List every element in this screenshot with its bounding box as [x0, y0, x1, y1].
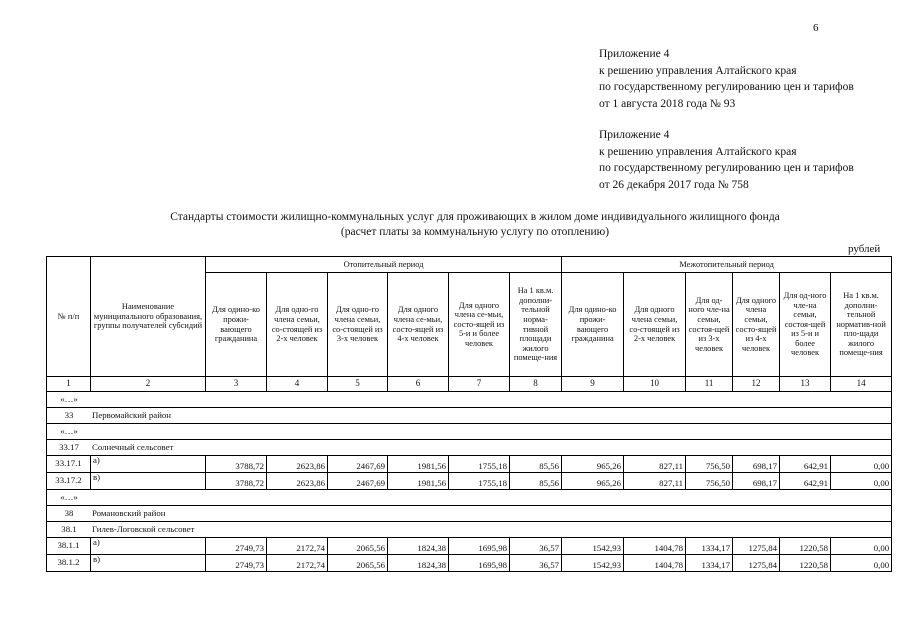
header-cell: Для одно-го члена семьи, со-стоящей из 3-х человек: [328, 273, 388, 377]
value-cell: 698,17: [733, 456, 780, 473]
section-row: [47, 408, 892, 424]
value-cell: 1275,84: [733, 538, 780, 555]
header-row-groups: [47, 257, 892, 273]
value-cell: 2749,73: [206, 555, 267, 572]
row-number: «…»: [60, 425, 78, 436]
section-cell: [47, 424, 892, 440]
row-number: 33: [64, 409, 74, 420]
row-number: 33.17: [59, 441, 79, 452]
column-number: 3: [206, 377, 267, 392]
appendix-line: Приложение 4: [599, 129, 670, 141]
value-cell: 1824,38: [388, 538, 449, 555]
header-cell: Для одного члена се-мьи, состо-ящей из 4-х человек: [388, 273, 449, 377]
appendix-line: по государственному регулированию цен и тарифов: [599, 162, 854, 174]
value-cell: 3788,72: [206, 456, 267, 473]
value-cell: 1220,58: [780, 538, 831, 555]
value-cell: 1542,93: [562, 538, 624, 555]
value-cell: 1981,56: [388, 456, 449, 473]
column-number: 14: [831, 377, 892, 392]
column-number: 9: [562, 377, 624, 392]
table-row: [47, 456, 892, 473]
title-line: Стандарты стоимости жилищно-коммунальных услуг для проживающих в жилом доме индивидуального жилищного фонда: [170, 211, 780, 223]
value-cell: 965,26: [562, 456, 624, 473]
value-cell: 2065,56: [328, 538, 388, 555]
title-subline: (расчет платы за коммунальную услугу по отоплению): [340, 226, 610, 238]
section-cell: [47, 440, 892, 456]
appendix-line: от 26 декабря 2017 года № 758: [599, 178, 749, 191]
row-number: 38: [64, 507, 74, 518]
value-cell: 2467,69: [328, 456, 388, 473]
header-cell: Для одно-го члена семьи, со-стоящей из 2-х человек: [267, 273, 328, 377]
section-row: [47, 522, 892, 538]
section-name: Гилев-Логовской сельсовет: [92, 523, 195, 534]
row-number: «…»: [60, 491, 78, 502]
column-number: 6: [388, 377, 449, 392]
value-cell: 1404,78: [624, 538, 686, 555]
header-interheating-period: Межотопительный период: [562, 257, 892, 273]
appendix-line: от 1 августа 2018 года № 93: [599, 97, 736, 110]
value-cell: 827,11: [624, 473, 686, 490]
appendix-line: Приложение 4: [599, 48, 670, 60]
row-number: 33.17.2: [47, 473, 91, 490]
column-number-row: [47, 377, 892, 392]
column-number: 8: [510, 377, 562, 392]
section-cell: [47, 506, 892, 522]
section-row: [47, 440, 892, 456]
header-cell: Для одного члена семьи, состо-ящей из 4-х человек: [733, 273, 780, 377]
value-cell: 1755,18: [449, 456, 510, 473]
appendix-block-current: [599, 46, 854, 112]
value-cell: 756,50: [686, 473, 733, 490]
value-cell: 698,17: [733, 473, 780, 490]
column-number: 1: [47, 377, 91, 392]
value-cell: 2749,73: [206, 538, 267, 555]
row-number: 38.1.2: [47, 555, 91, 572]
value-cell: 1824,38: [388, 555, 449, 572]
recipient-group: а): [91, 538, 206, 555]
column-number: 4: [267, 377, 328, 392]
header-cell: На 1 кв.м. дополни-тельной норматив-ной пло-щади жилого помеще-ния: [831, 273, 892, 377]
section-cell: [47, 408, 892, 424]
row-number: 38.1: [61, 523, 77, 534]
section-cell: [47, 522, 892, 538]
table-row: [47, 538, 892, 555]
column-number: 12: [733, 377, 780, 392]
header-cell: Для од-ного чле-на семьи, состоя-щей из 3-х человек: [686, 273, 733, 377]
value-cell: 1275,84: [733, 555, 780, 572]
section-cell: [47, 392, 892, 408]
tariff-table: [46, 256, 892, 572]
value-cell: 85,56: [510, 456, 562, 473]
appendix-line: к решению управления Алтайского края: [599, 64, 797, 77]
header-name: Наименование муниципального образования, группы получателей субсидий: [91, 257, 206, 377]
appendix-line: к решению управления Алтайского края: [599, 145, 797, 158]
column-number: 5: [328, 377, 388, 392]
value-cell: 756,50: [686, 456, 733, 473]
unit-label: рублей: [848, 243, 881, 255]
column-number: 13: [780, 377, 831, 392]
row-number: 38.1.1: [47, 538, 91, 555]
value-cell: 2172,74: [267, 555, 328, 572]
value-cell: 642,91: [780, 473, 831, 490]
value-cell: 0,00: [831, 473, 892, 490]
value-cell: 1755,18: [449, 473, 510, 490]
value-cell: 0,00: [831, 538, 892, 555]
value-cell: 0,00: [831, 555, 892, 572]
value-cell: 1334,17: [686, 555, 733, 572]
value-cell: 2623,86: [267, 456, 328, 473]
column-number: 7: [449, 377, 510, 392]
appendix-block-previous: [599, 127, 854, 193]
section-name: Солнечный сельсовет: [92, 441, 174, 452]
document-title: [90, 210, 860, 240]
value-cell: 36,57: [510, 555, 562, 572]
column-number: 2: [91, 377, 206, 392]
value-cell: 2065,56: [328, 555, 388, 572]
section-name: Первомайский район: [92, 409, 172, 420]
value-cell: 36,57: [510, 538, 562, 555]
value-cell: 1334,17: [686, 538, 733, 555]
value-cell: 0,00: [831, 456, 892, 473]
value-cell: 965,26: [562, 473, 624, 490]
table-body: [47, 392, 892, 572]
header-cell: Для од-ного чле-на семьи, состоя-щей из 5-и и более человек: [780, 273, 831, 377]
recipient-group: а): [91, 456, 206, 473]
ellipsis-row: [47, 424, 892, 440]
section-cell: [47, 490, 892, 506]
header-heating-period: Отопительный период: [206, 257, 562, 273]
table-row: [47, 555, 892, 572]
value-cell: 1695,98: [449, 538, 510, 555]
row-number: 33.17.1: [47, 456, 91, 473]
value-cell: 85,56: [510, 473, 562, 490]
value-cell: 1220,58: [780, 555, 831, 572]
header-cell: Для одного члена се-мьи, состо-ящей из 5-и и более человек: [449, 273, 510, 377]
value-cell: 1404,78: [624, 555, 686, 572]
row-number: «…»: [60, 393, 78, 404]
appendix-line: по государственному регулированию цен и тарифов: [599, 81, 854, 93]
header-cell: Для одного члена семьи, со-стоящей из 2-х человек: [624, 273, 686, 377]
recipient-group: в): [91, 473, 206, 490]
column-number: 10: [624, 377, 686, 392]
value-cell: 2623,86: [267, 473, 328, 490]
page-number: 6: [813, 22, 819, 34]
ellipsis-row: [47, 490, 892, 506]
recipient-group: в): [91, 555, 206, 572]
value-cell: 2172,74: [267, 538, 328, 555]
header-cell: Для одино-ко прожи-вающего гражданина: [206, 273, 267, 377]
header-cell: На 1 кв.м. дополни-тельной норма-тивной площади жилого помеще-ния: [510, 273, 562, 377]
ellipsis-row: [47, 392, 892, 408]
table-row: [47, 473, 892, 490]
value-cell: 2467,69: [328, 473, 388, 490]
header-cell: Для одино-ко прожи-вающего гражданина: [562, 273, 624, 377]
section-name: Романовский район: [92, 507, 166, 518]
value-cell: 1981,56: [388, 473, 449, 490]
value-cell: 3788,72: [206, 473, 267, 490]
value-cell: 827,11: [624, 456, 686, 473]
section-row: [47, 506, 892, 522]
value-cell: 1695,98: [449, 555, 510, 572]
value-cell: 1542,93: [562, 555, 624, 572]
header-num: № п/п: [47, 257, 91, 377]
value-cell: 642,91: [780, 456, 831, 473]
column-number: 11: [686, 377, 733, 392]
